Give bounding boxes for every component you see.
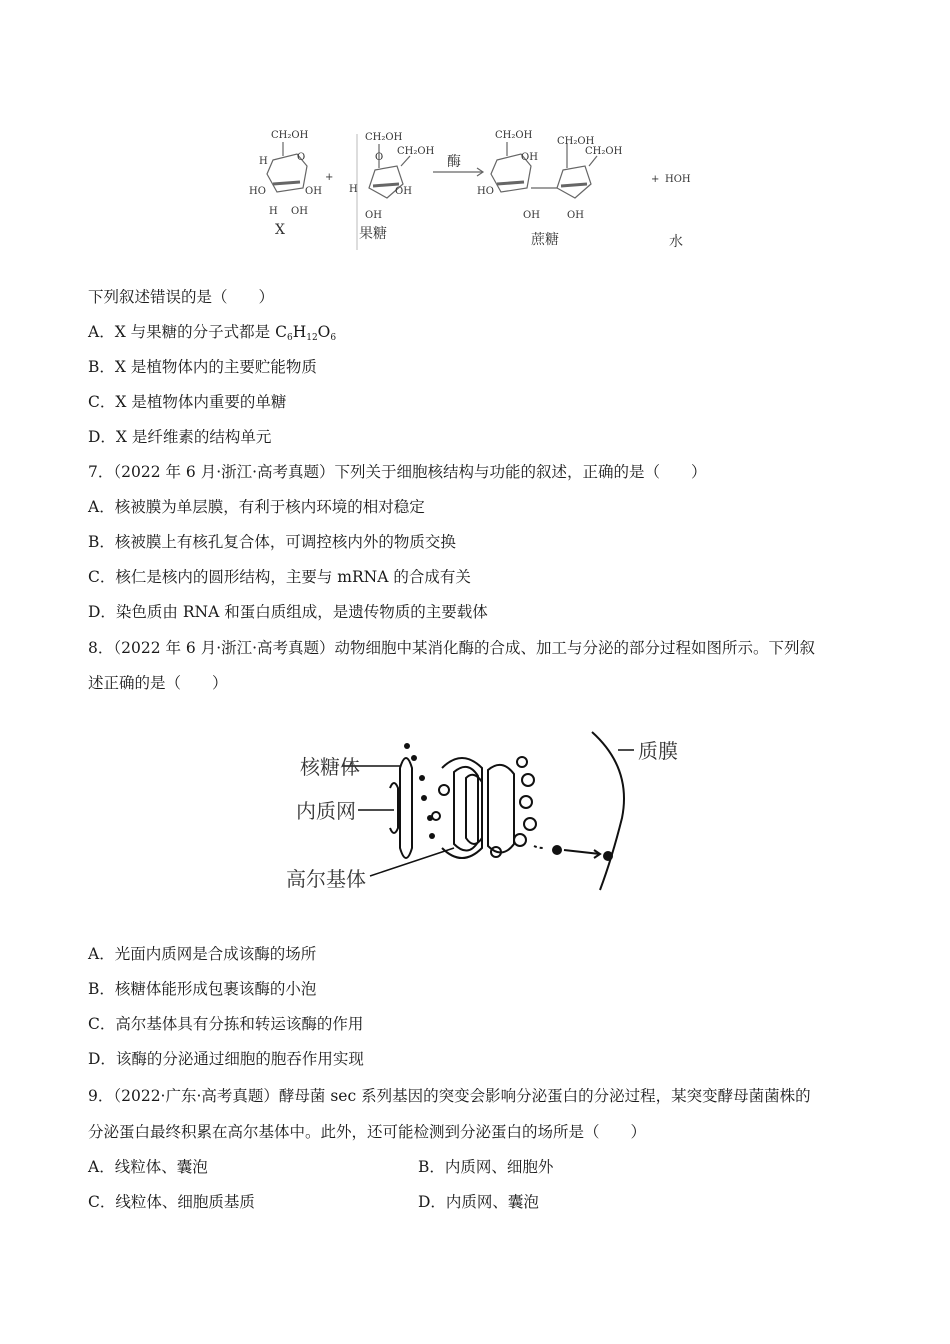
fru-ch2oh-1: CH₂OH — [365, 132, 403, 143]
suc-oh-2: OH — [523, 210, 540, 221]
fru-h: H — [349, 184, 358, 195]
q9-option-a: A．线粒体、囊泡 — [88, 1158, 208, 1176]
x-oh-1: OH — [305, 186, 322, 197]
q8-stem-line1: 8．（2022 年 6 月·浙江·高考真题）动物细胞中某消化酶的合成、加工与分泌的部分过程如图所示。下列叙 — [88, 639, 816, 657]
plus-2: + — [651, 174, 660, 185]
q6-option-c: C．X 是植物体内重要的单糖 — [88, 393, 287, 411]
x-h-2: H — [269, 206, 278, 217]
q9-stem-line1: 9．（2022·广东·高考真题）酵母菌 sec 系列基因的突变会影响分泌蛋白的分泌过程，某突变酵母菌菌株的 — [88, 1087, 811, 1105]
x-h-1: H — [259, 156, 268, 167]
suc-ch2oh-3: CH₂OH — [585, 146, 623, 157]
plus-1: + — [325, 172, 334, 183]
cell-secretion-diagram — [282, 728, 682, 898]
q9-option-d: D．内质网、囊泡 — [418, 1193, 539, 1211]
suc-ch2oh-2: CH₂OH — [557, 136, 595, 147]
label-fructose: 果糖 — [359, 226, 387, 242]
x-oh-2: OH — [291, 206, 308, 217]
x-ho: HO — [249, 186, 266, 197]
q7-option-a: A．核被膜为单层膜，有利于核内环境的相对稳定 — [88, 498, 425, 516]
suc-oh: OH — [521, 152, 538, 163]
q9-option-b: B．内质网、细胞外 — [418, 1158, 554, 1176]
q8-option-d: D．该酶的分泌通过细胞的胞吞作用实现 — [88, 1050, 364, 1068]
q6-option-d: D．X 是纤维素的结构单元 — [88, 428, 272, 446]
q6-option-b: B．X 是植物体内的主要贮能物质 — [88, 358, 317, 376]
q6-option-a: A．X 与果糖的分子式都是 $C_6H_{12}O_6$ — [88, 323, 337, 343]
q7-option-c: C．核仁是核内的圆形结构，主要与 mRNA 的合成有关 — [88, 568, 471, 586]
q8-stem-line2: 述正确的是（ ） — [88, 674, 228, 692]
label-sucrose: 蔗糖 — [531, 232, 559, 248]
q7-option-b: B．核被膜上有核孔复合体，可调控核内外的物质交换 — [88, 533, 456, 551]
label-er: 内质网 — [296, 799, 356, 823]
label-golgi: 高尔基体 — [286, 867, 366, 891]
q8-option-a: A．光面内质网是合成该酶的场所 — [88, 945, 317, 963]
label-membrane: 质膜 — [638, 739, 678, 763]
glucose-fructose-sucrose-diagram — [245, 122, 705, 257]
q9-stem-line2: 分泌蛋白最终积累在高尔基体中。此外，还可能检测到分泌蛋白的场所是（ ） — [88, 1123, 647, 1141]
q7-stem: 7．（2022 年 6 月·浙江·高考真题）下列关于细胞核结构与功能的叙述，正确的是（ ） — [88, 463, 707, 481]
label-enzyme: 酶 — [447, 154, 461, 170]
q6-stem: 下列叙述错误的是（ ） — [88, 288, 275, 306]
label-x: X — [275, 222, 285, 238]
x-o: O — [297, 152, 306, 163]
q8-option-b: B．核糖体能形成包裹该酶的小泡 — [88, 980, 317, 998]
suc-ch2oh-1: CH₂OH — [495, 130, 533, 141]
x-ch2oh: CH₂OH — [271, 130, 309, 141]
q7-option-d: D．染色质由 RNA 和蛋白质组成，是遗传物质的主要载体 — [88, 603, 488, 621]
fru-ch2oh-2: CH₂OH — [397, 146, 435, 157]
q9-option-c: C．线粒体、细胞质基质 — [88, 1193, 255, 1211]
reaction-svg — [245, 122, 705, 257]
cell-svg — [282, 728, 682, 898]
suc-oh-3: OH — [567, 210, 584, 221]
fru-o: O — [375, 152, 384, 163]
fru-oh-2: OH — [365, 210, 382, 221]
hoh: HOH — [665, 174, 691, 185]
label-water: 水 — [669, 234, 683, 250]
fru-oh: OH — [395, 186, 412, 197]
suc-ho: HO — [477, 186, 494, 197]
label-ribosome: 核糖体 — [300, 755, 360, 779]
q8-option-c: C．高尔基体具有分拣和转运该酶的作用 — [88, 1015, 364, 1033]
